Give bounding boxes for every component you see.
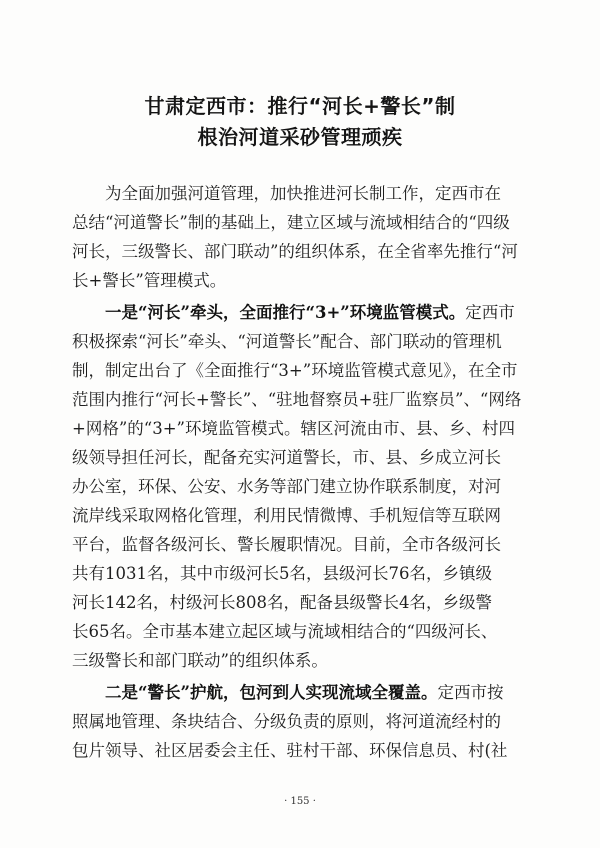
section-2-line: 包片领导、社区居委会主任、驻村干部、环保信息员、村(社: [72, 741, 508, 760]
section-2-first-rest: 定西市按: [437, 683, 504, 702]
section-1-line: 共有1031名，其中市级河长5名，县级河长76名，乡镇级: [72, 564, 492, 583]
section-1-line: 办公室，环保、公安、水务等部门建立协作联系制度，对河: [72, 477, 501, 496]
section-1-lead: 一是“河长”牵头，全面推行“3+”环境监管模式。: [105, 303, 466, 322]
section-2-line: 照属地管理、条块结合、分级负责的原则，将河道流经村的: [72, 712, 501, 731]
page-number: · 155 ·: [284, 796, 316, 807]
section-1-line: 长65名。全市基本建立起区域与流域相结合的“四级河长、: [72, 622, 498, 641]
intro-line-2: 总结“河道警长”制的基础上，建立区域与流域相结合的“四级: [72, 213, 510, 232]
section-1-line: 范围内推行“河长+警长”、“驻地督察员+驻厂监察员”、“网络: [72, 390, 522, 409]
intro-line-1: 为全面加强河道管理，加快推进河长制工作，定西市在: [105, 184, 501, 203]
section-1-line: 三级警长和部门联动”的组织体系。: [72, 651, 328, 670]
section-1-first-line: [105, 302, 530, 324]
section-1-line: 河长142名，村级河长808名，配备县级警长4名，乡级警: [72, 593, 492, 612]
section-1-line: 流岸线采取网格化管理，利用民情微博、手机短信等互联网: [72, 506, 501, 525]
section-1-line: 级领导担任河长，配备充实河道警长，市、县、乡成立河长: [72, 448, 501, 467]
intro-line-3: 河长，三级警长、部门联动”的组织体系，在全省率先推行“河: [72, 242, 518, 261]
document-title-line-1: 甘肃定西市：推行“河长+警长”制: [144, 94, 456, 118]
section-1-line: +网格”的“3+”环境监管模式。辖区河流由市、县、乡、村四: [72, 419, 515, 438]
section-1-line: 积极探索“河长”牵头、“河道警长”配合、部门联动的管理机: [72, 332, 502, 351]
section-1-line: 平台，监督各级河长、警长履职情况。目前，全市各级河长: [72, 535, 501, 554]
section-2-lead: 二是“警长”护航，包河到人实现流域全覆盖。: [105, 683, 438, 702]
section-1-first-rest: 定西市: [465, 303, 515, 322]
section-1-line: 制，制定出台了《全面推行“3+”环境监管模式意见》，在全市: [72, 361, 518, 380]
document-title-line-2: 根治河道采砂管理顽疾: [197, 125, 403, 149]
intro-line-4: 长+警长”管理模式。: [72, 271, 227, 290]
section-2-first-line: [105, 682, 530, 704]
